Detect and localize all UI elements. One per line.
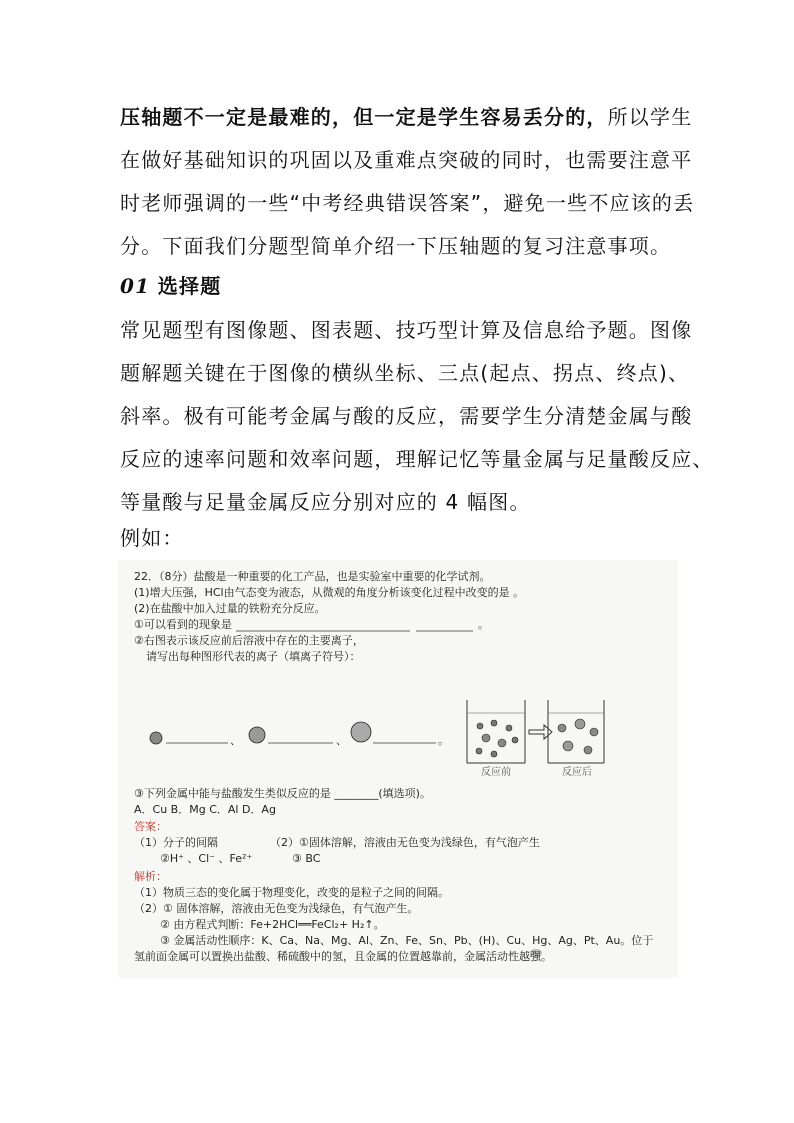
- ion-medium-icon: [249, 727, 265, 743]
- answer-line-1-right: （2）①固体溶解，溶液由无色变为浅绿色，有气泡产生: [270, 836, 540, 849]
- answer-line-2-left: ②H⁺ 、Cl⁻ 、Fe²⁺: [160, 852, 253, 865]
- analysis-line-2: （2）① 固体溶解，溶液由无色变为浅绿色，有气泡产生。: [134, 902, 419, 915]
- analysis-label: 解析：: [134, 870, 167, 883]
- question-line-7: ③下列金属中能与盐酸发生类似反应的是 ________(填选项)。: [134, 787, 431, 800]
- question-line-3: (2)在盐酸中加入过量的铁粉充分反应。: [134, 602, 326, 615]
- question-line-4: ①可以看到的现象是: [134, 618, 232, 631]
- analysis-line-3: ② 由方程式判断：Fe+2HCl══FeCl₂+ H₂↑。: [160, 918, 385, 931]
- answer-line-1-left: （1）分子的间隔: [134, 836, 218, 849]
- section-heading: [120, 272, 221, 300]
- intro-line-3: 时老师强调的一些“中考经典错误答案”，避免一些不应该的丢: [120, 191, 695, 215]
- question-line-1: 22．（8分）盐酸是一种重要的化工产品，也是实验室中重要的化学试剂。: [134, 570, 491, 583]
- separator: 、: [336, 734, 347, 747]
- analysis-line-5: 氢前面金属可以置换出盐酸、稀硫酸中的氢，且金属的位置越靠前，金属活动性越强。: [134, 950, 552, 963]
- intro-line-1-rest: 所以学生: [607, 105, 693, 129]
- section-para-1: 常见题型有图像题、图表题、技巧型计算及信息给予题。图像: [120, 318, 693, 342]
- answer-label: 答案：: [134, 820, 167, 833]
- section-para-3: 斜率。极有可能考金属与酸的反应，需要学生分清楚金属与酸: [120, 404, 693, 428]
- intro-emphasis: 压轴题不一定是最难的，但一定是学生容易丢分的，: [120, 105, 608, 129]
- question-line-5: ②右图表示该反应前后溶液中存在的主要离子，: [134, 634, 364, 647]
- intro-line-4: 分。下面我们分题型简单介绍一下压轴题的复习注意事项。: [120, 234, 672, 258]
- section-para-5: 等量酸与足量金属反应分别对应的 4 幅图。: [120, 490, 531, 514]
- ion-small-icon: [150, 732, 162, 744]
- beaker-before-label: 反应前: [481, 767, 511, 778]
- example-label: 例如：: [120, 526, 184, 550]
- question-options: A．Cu B．Mg C．Al D．Ag: [134, 803, 276, 816]
- beaker-after-label: 反应后: [562, 767, 592, 778]
- question-line-6: 请写出每种图形代表的离子（填离子符号）：: [146, 650, 361, 663]
- analysis-line-4: ③ 金属活动性顺序：K、Ca、Na、Mg、Al、Zn、Fe、Sn、Pb、(H)、Cu、Hg、Ag、Pt、Au。位于: [160, 934, 654, 947]
- question-line-2: (1)增大压强，HCl由气态变为液态，从微观的角度分析该变化过程中改变的是 。: [134, 586, 525, 599]
- arrow-right-icon: [529, 725, 552, 739]
- beaker-after-icon: [548, 700, 604, 763]
- section-number: 01: [120, 274, 151, 298]
- section-para-2: 题解题关键在于图像的横纵坐标、三点(起点、拐点、终点)、: [120, 361, 690, 385]
- section-para-4: 反应的速率问题和效率问题，理解记忆等量金属与足量酸反应、: [120, 447, 714, 471]
- question-line-4-end: 。: [478, 618, 489, 631]
- intro-line-2: 在做好基础知识的巩固以及重难点突破的同时，也需要注意平: [120, 148, 693, 172]
- example-question-image: [118, 560, 678, 978]
- section-title: 选择题: [157, 274, 222, 298]
- analysis-line-1: （1）物质三态的变化属于物理变化，改变的是粒子之间的间隔。: [134, 886, 449, 899]
- separator: 。: [438, 734, 449, 747]
- intro-line-1: [120, 103, 692, 131]
- separator: 、: [230, 734, 241, 747]
- beaker-before-icon: [467, 700, 525, 763]
- ion-large-icon: [351, 722, 371, 742]
- answer-line-2-right: ③ BC: [292, 852, 321, 865]
